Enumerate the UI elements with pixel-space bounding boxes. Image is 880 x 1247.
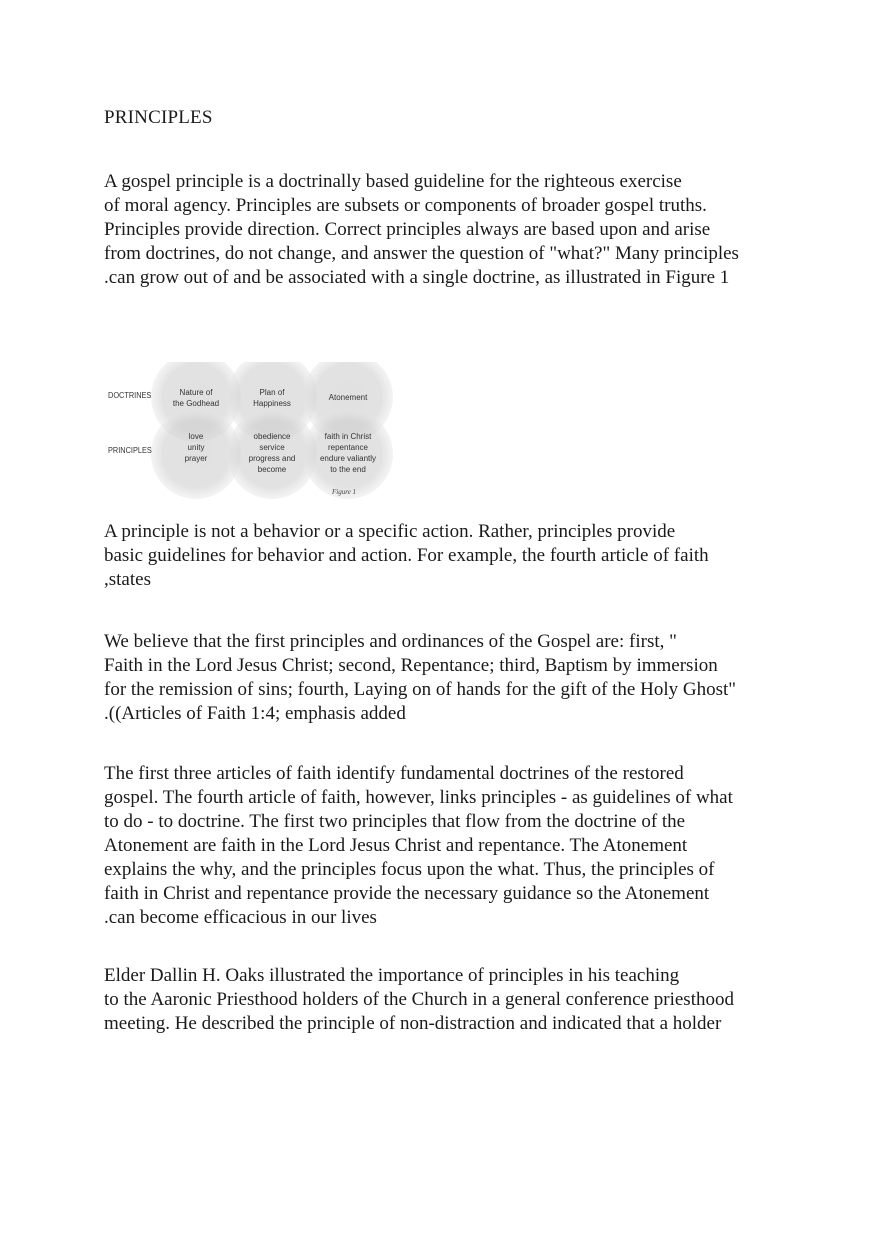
paragraph-line: basic guidelines for behavior and action. For example, the fourth article of faith [104,545,709,566]
paragraph-line: to the Aaronic Priesthood holders of the Church in a general conference priesthood [104,989,734,1010]
paragraph-line: ,states [104,569,151,590]
paragraph-line: We believe that the first principles and ordinances of the Gospel are: first, " [104,631,677,652]
principles-cell-plan [249,431,296,475]
principles-cell-godhead [185,431,208,464]
paragraph-line: Elder Dallin H. Oaks illustrated the importance of principles in his teaching [104,965,680,986]
doctrine-text: Atonement [328,393,368,402]
doctrine-text: Happiness [253,399,291,408]
principle-text: to the end [330,465,366,474]
doctrine-text: Nature of [179,388,213,397]
principle-text: endure valiantly [319,454,377,463]
principle-text: love [188,432,204,441]
principle-text: faith in Christ [324,432,372,441]
doctrine-text: the Godhead [172,399,220,408]
paragraph-line: gospel. The fourth article of faith, however, links principles - as guidelines of what [104,787,733,808]
paragraph-5 [104,964,734,1036]
paragraph-line: explains the why, and the principles focus upon the what. Thus, the principles of [104,859,715,880]
principle-text: prayer [184,454,208,463]
paragraph-line: Principles provide direction. Correct principles always are based upon and arise [104,219,711,240]
paragraph-line: for the remission of sins; fourth, Laying on of hands for the gift of the Holy Ghost" [104,679,737,700]
paragraph-line: to do - to doctrine. The first two principles that flow from the doctrine of the [104,811,686,832]
paragraph-3 [104,630,736,726]
principle-text: repentance [327,443,369,452]
doctrine-cell-atonement [329,392,368,403]
paragraph-line: A gospel principle is a doctrinally based guideline for the righteous exercise [104,171,682,192]
principle-text: unity [187,443,205,452]
principle-text: obedience [253,432,291,441]
principle-text: progress and [248,454,296,463]
doctrine-cell-godhead [173,387,219,409]
paragraph-2 [104,520,709,592]
paragraph-line: .can grow out of and be associated with a single doctrine, as illustrated in Figure 1 [104,267,730,288]
paragraph-line: .can become efficacious in our lives [104,907,377,928]
principle-text: service [259,443,285,452]
paragraph-line: of moral agency. Principles are subsets or components of broader gospel truths. [104,195,707,216]
paragraph-line: faith in Christ and repentance provide the necessary guidance so the Atonement [104,883,710,904]
paragraph-line: meeting. He described the principle of non-distraction and indicated that a holder [104,1013,722,1034]
paragraph-line: A principle is not a behavior or a specific action. Rather, principles provide [104,521,676,542]
paragraph-line: Faith in the Lord Jesus Christ; second, Repentance; third, Baptism by immersion [104,655,718,676]
principles-cell-atonement [320,431,376,475]
paragraph-1 [104,170,739,290]
paragraph-line: Atonement are faith in the Lord Jesus Christ and repentance. The Atonement [104,835,688,856]
paragraph-4 [104,762,733,930]
page-heading: PRINCIPLES [104,107,213,128]
doctrine-cell-plan [253,387,291,409]
paragraph-line: .((Articles of Faith 1:4; emphasis added [104,703,406,724]
principle-text: become [257,465,287,474]
paragraph-line: from doctrines, do not change, and answer the question of "what?" Many principles [104,243,739,264]
principles-row-label: PRINCIPLES [108,446,152,455]
doctrine-text: Plan of [259,388,285,397]
doctrines-row-label: DOCTRINES [108,391,152,400]
figure-caption: Figure 1 [332,488,357,496]
paragraph-line: The first three articles of faith identify fundamental doctrines of the restored [104,763,684,784]
doctrines-principles-figure [104,362,410,502]
